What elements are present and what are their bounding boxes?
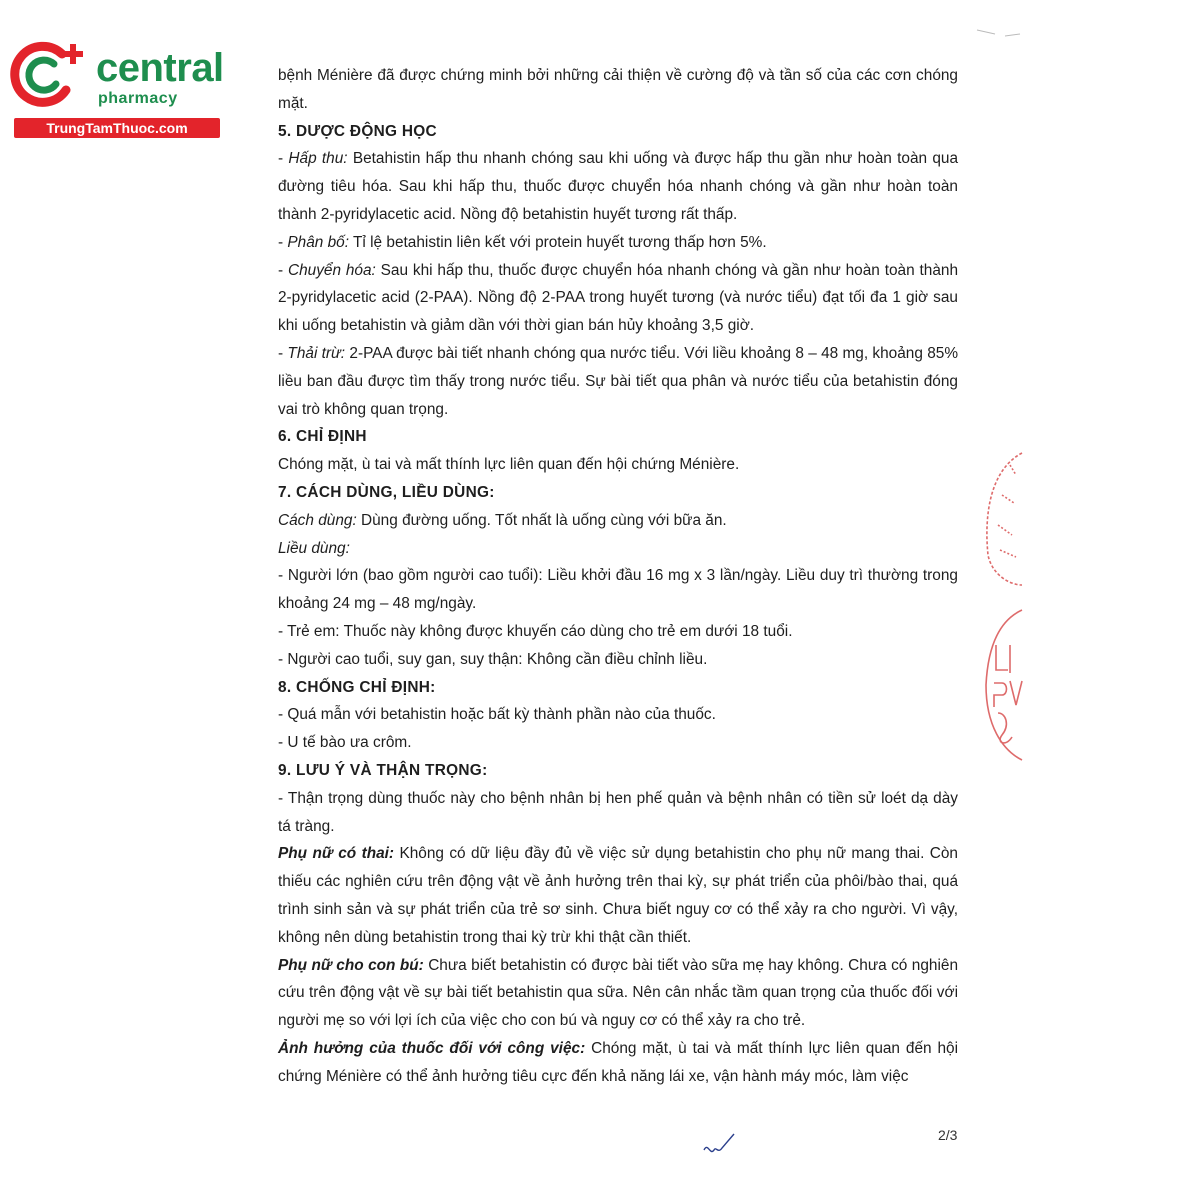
work-effect-paragraph <box>278 1035 958 1091</box>
elimination-paragraph: - Thải trừ: 2-PAA được bài tiết nhanh chóng qua nước tiểu. Với liều khoảng 8 – 48 mg, khoảng 85% liều ban đầu được tìm thấy trong nước tiểu. Sự bài tiết qua phân và nước tiểu của betahistin đóng vai trò không quan trọng. <box>278 344 959 418</box>
absorption-text: Betahistin hấp thu nhanh chóng sau khi uống và được hấp thu gần như hoàn toàn qua đường tiêu hóa. Sau khi hấp thu, thuốc được chuyển hóa nhanh chóng và gần như hoàn toàn thành 2-pyridylacetic acid. Nồng độ betahistin huyết tương rất thấp. <box>278 150 959 223</box>
section-7-title: 7. CÁCH DÙNG, LIỀU DÙNG: <box>278 483 495 501</box>
logo-url-banner: TrungTamThuoc.com <box>14 118 220 138</box>
distribution-label: Phân bố: <box>287 233 350 251</box>
section-9-title: 9. LƯU Ý VÀ THẬN TRỌNG: <box>278 761 488 779</box>
logo-brand: central <box>96 46 224 90</box>
contraindication-1: - Quá mẫn với betahistin hoặc bất kỳ thành phần nào của thuốc. <box>278 706 716 724</box>
usage-paragraph <box>278 507 958 535</box>
metabolism-text: Sau khi hấp thu, thuốc được chuyển hóa nhanh chóng và gần như hoàn toàn thành 2-pyridylacetic acid (2-PAA). Nồng độ 2-PAA trong huyết tương (và nước tiểu) đạt tối đa 1 giờ sau khi uống betahistin và giảm dần với thời gian bán hủy khoảng 3,5 giờ. <box>278 261 958 335</box>
metabolism-label: Chuyển hóa: <box>287 261 376 279</box>
work-effect-label: Ảnh hưởng của thuốc đối với công việc: <box>278 1039 586 1057</box>
absorption-label: Hấp thu: <box>288 150 348 168</box>
distribution-paragraph: - Phân bố: Tỉ lệ betahistin liên kết với protein huyết tương thấp hơn 5%. <box>278 233 767 251</box>
page-number: 2/3 <box>938 1127 958 1143</box>
usage-text: Dùng đường uống. Tốt nhất là uống cùng với bữa ăn. <box>356 511 727 529</box>
intro-paragraph: bệnh Ménière đã được chứng minh bởi những cải thiện về cường độ và tần số của các cơn chóng mặt. <box>278 67 958 112</box>
caution-paragraph: - Thận trọng dùng thuốc này cho bệnh nhân bị hen phế quản và bệnh nhân có tiền sử loét dạ dày tá tràng. <box>278 789 958 835</box>
partial-stamp <box>980 445 1025 770</box>
contraindication-2: - U tế bào ưa crôm. <box>278 734 412 752</box>
pregnancy-label: Phụ nữ có thai: <box>278 845 395 863</box>
elimination-label: Thải trừ: <box>287 344 346 362</box>
lactation-text: Chưa biết betahistin có được bài tiết vào sữa mẹ hay không. Chưa có nghiên cứu trên động vật về sự bài tiết betahistin qua sữa. Nên cân nhắc tầm quan trọng của thuốc đối với người mẹ so với lợi ích của việc cho con bú và nguy cơ có thể xảy ra cho trẻ. <box>278 956 959 1030</box>
pregnancy-text: Không có dữ liệu đầy đủ về việc sử dụng betahistin cho phụ nữ mang thai. Còn thiếu các nghiên cứu trên động vật về ảnh hưởng trên thai kỳ, sự phát triển của phôi/bào thai, quá trình sinh sản và sự phát triển của trẻ sơ sinh. Chưa biết nguy cơ có thể xảy ra cho người. Vì vậy, không nên dùng betahistin trong thai kỳ trừ khi thật cần thiết. <box>278 845 958 946</box>
document-body <box>278 62 958 1090</box>
absorption-paragraph: - Hấp thu: Betahistin hấp thu nhanh chóng sau khi uống và được hấp thu gần như hoàn toàn qua đường tiêu hóa. Sau khi hấp thu, thuốc được chuyển hóa nhanh chóng và gần như hoàn toàn thành 2-pyridylacetic acid. Nồng độ betahistin huyết tương rất thấp. <box>278 150 959 223</box>
scan-mark <box>975 22 1025 42</box>
section-5-title: 5. DƯỢC ĐỘNG HỌC <box>278 122 437 140</box>
distribution-text: Tỉ lệ betahistin liên kết với protein huyết tương thấp hơn 5%. <box>349 233 767 251</box>
logo-subtitle: pharmacy <box>98 90 178 107</box>
lactation-paragraph <box>278 952 958 1035</box>
section-6-title: 6. CHỈ ĐỊNH <box>278 428 367 446</box>
elimination-text: 2-PAA được bài tiết nhanh chóng qua nước tiểu. Với liều khoảng 8 – 48 mg, khoảng 85% liều ban đầu được tìm thấy trong nước tiểu. Sự bài tiết qua phân và nước tiểu của betahistin đóng vai trò không quan trọng. <box>278 344 959 418</box>
metabolism-paragraph: - Chuyển hóa: Sau khi hấp thu, thuốc được chuyển hóa nhanh chóng và gần như hoàn toàn thành 2-pyridylacetic acid (2-PAA). Nồng độ 2-PAA trong huyết tương (và nước tiểu) đạt tối đa 1 giờ sau khi uống betahistin và giảm dần với thời gian bán hủy khoảng 3,5 giờ. <box>278 261 958 335</box>
dose-child: - Trẻ em: Thuốc này không được khuyến cáo dùng cho trẻ em dưới 18 tuổi. <box>278 622 793 640</box>
dose-adult: - Người lớn (bao gồm người cao tuổi): Liều khởi đầu 16 mg x 3 lần/ngày. Liều duy trì thường trong khoảng 24 mg – 48 mg/ngày. <box>278 567 958 613</box>
indication-text: Chóng mặt, ù tai và mất thính lực liên quan đến hội chứng Ménière. <box>278 456 740 474</box>
work-effect-text: Chóng mặt, ù tai và mất thính lực liên quan đến hội chứng Ménière có thể ảnh hưởng tiêu cực đến khả năng lái xe, vận hành máy móc, làm việc <box>278 1039 958 1085</box>
central-pharmacy-logo[interactable] <box>10 38 224 138</box>
section-8-title: 8. CHỐNG CHỈ ĐỊNH: <box>278 678 436 696</box>
signature-mark <box>700 1132 740 1160</box>
pregnancy-paragraph <box>278 840 958 951</box>
central-logo-icon <box>10 38 92 108</box>
lactation-label: Phụ nữ cho con bú: <box>278 956 424 974</box>
dose-elderly: - Người cao tuổi, suy gan, suy thận: Không cần điều chỉnh liều. <box>278 650 708 668</box>
dose-label: Liều dùng: <box>278 539 350 557</box>
usage-label: Cách dùng: <box>278 511 357 529</box>
